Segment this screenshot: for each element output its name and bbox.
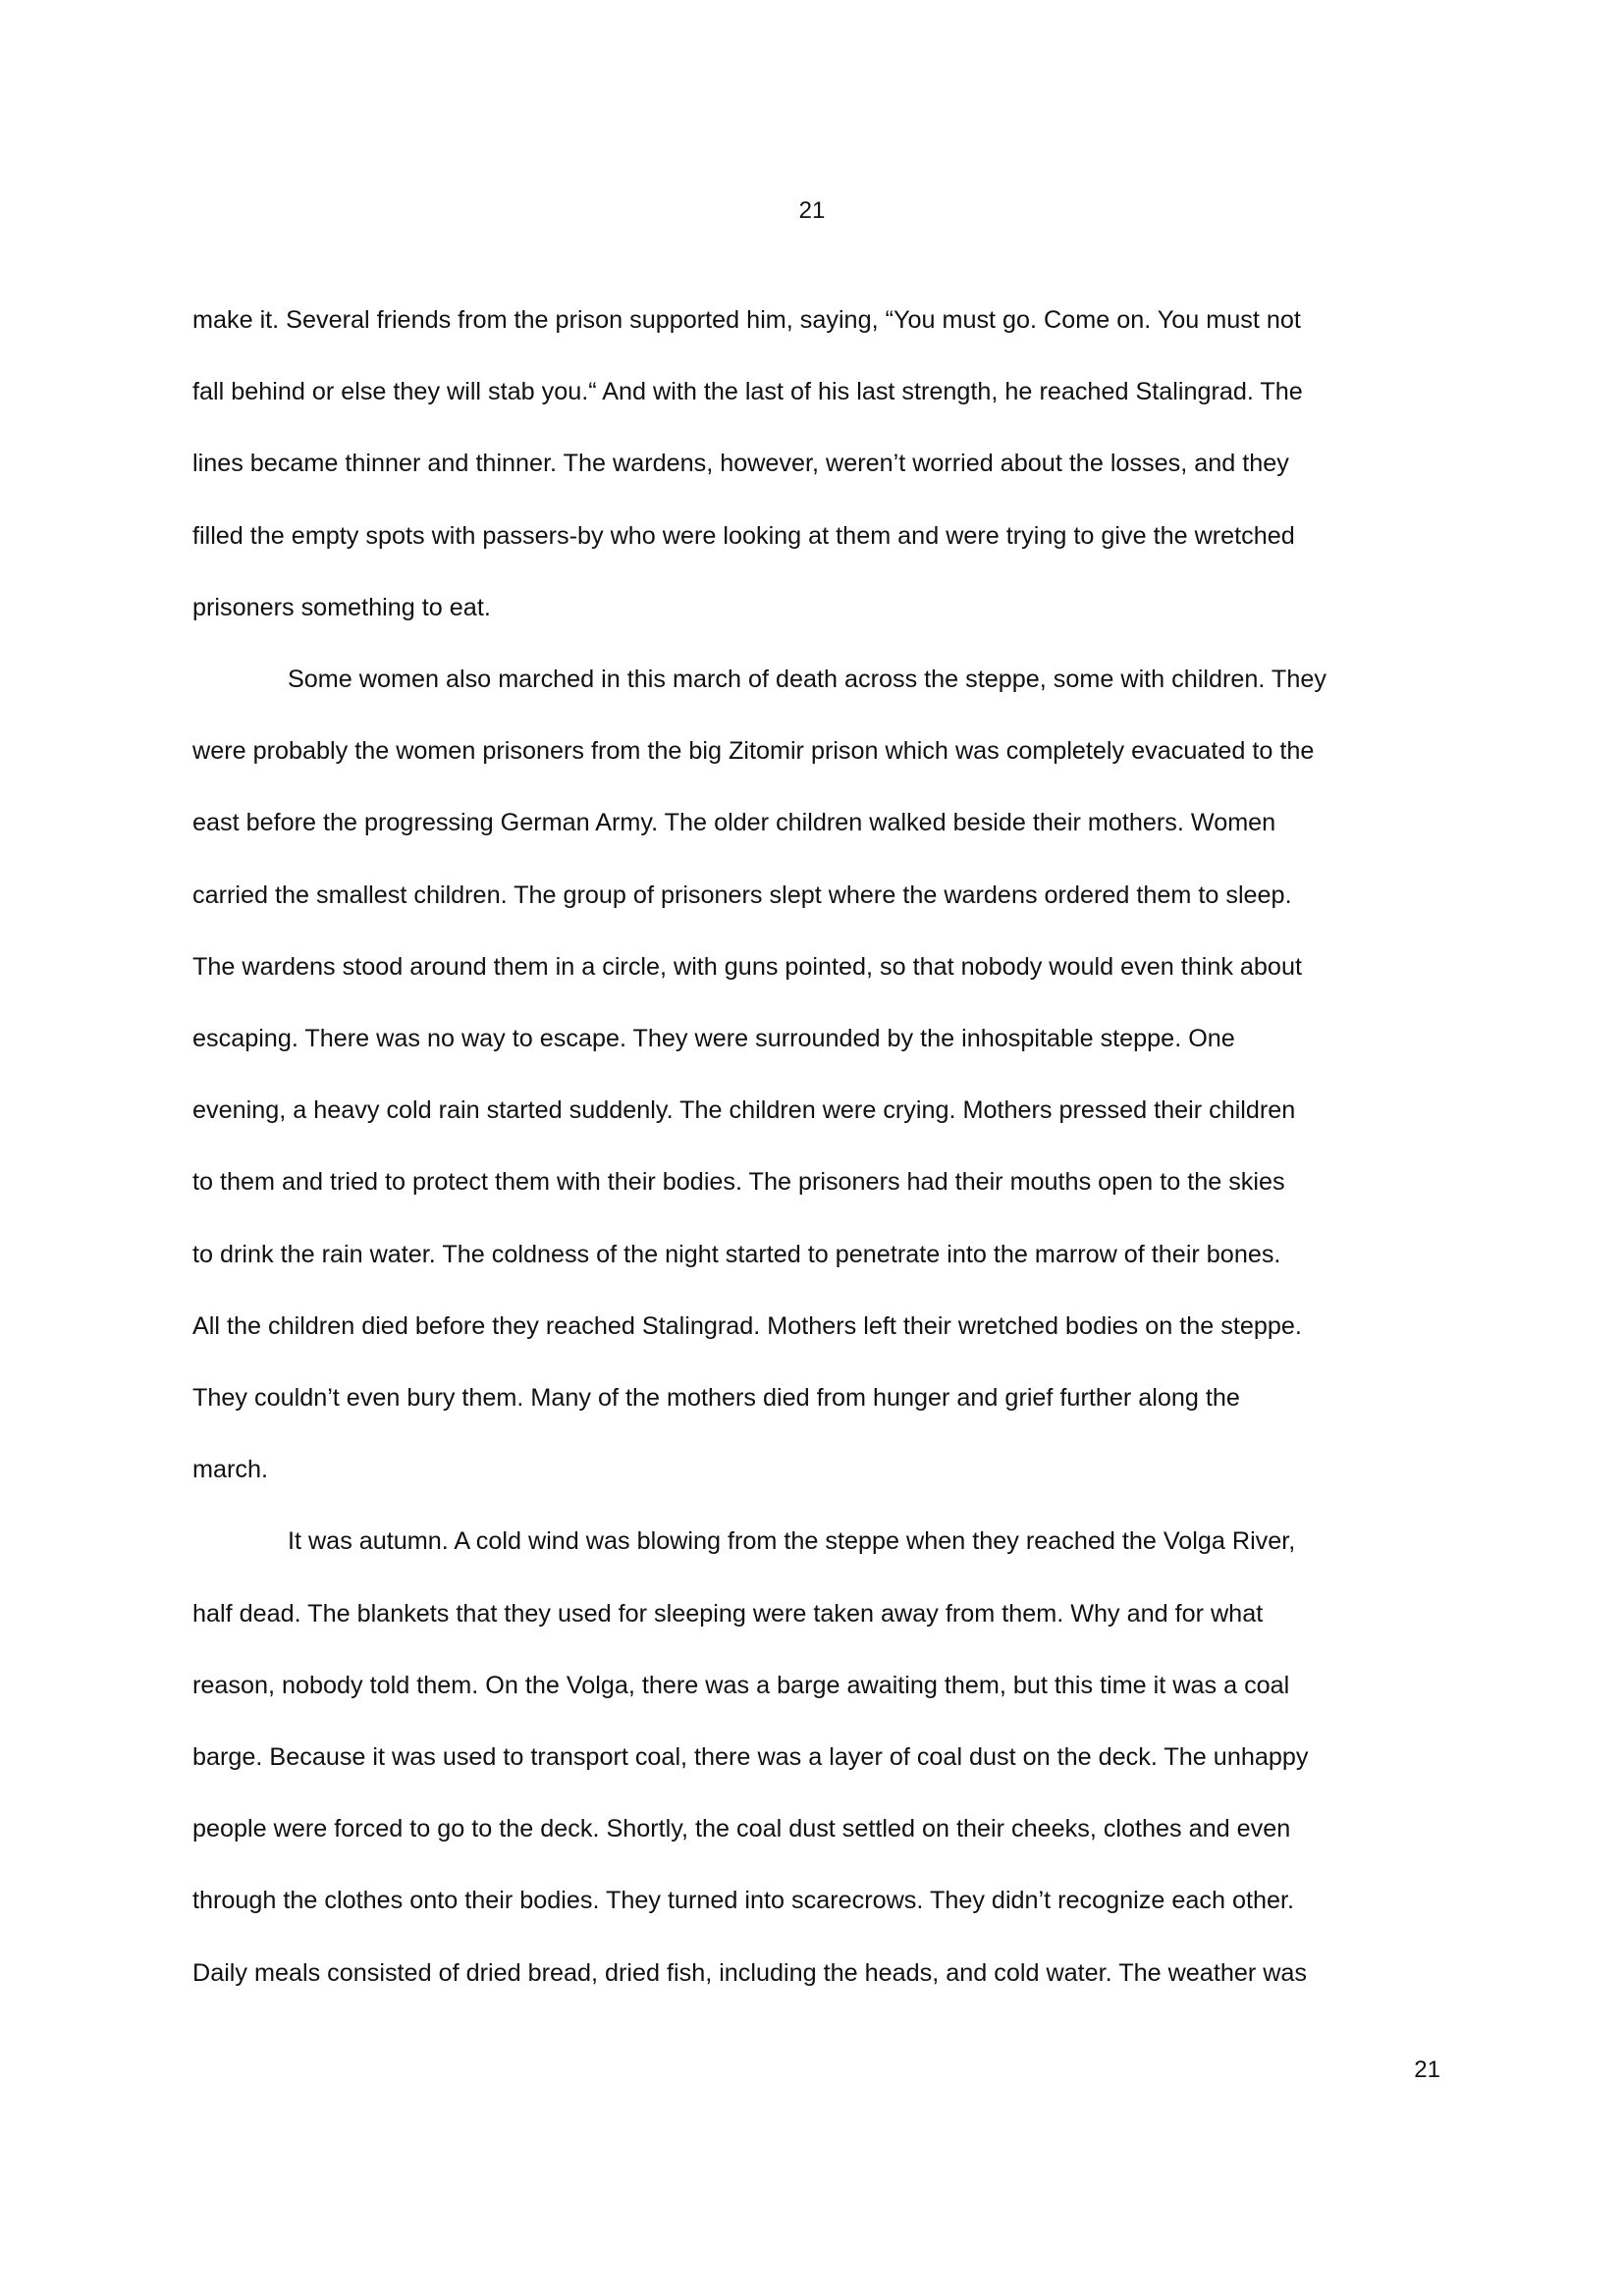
text-line: carried the smallest children. The group of prisoners slept where the wardens ordered them to sleep. [192,881,1292,909]
paragraph-3 [192,1506,1439,2008]
text-line: prisoners something to eat. [192,593,491,621]
page-number-bottom: 21 [1414,2056,1440,2083]
text-line: reason, nobody told them. On the Volga, there was a barge awaiting them, but this time it was a coal [192,1671,1290,1699]
text-line: to them and tried to protect them with their bodies. The prisoners had their mouths open to the skies [192,1168,1285,1197]
text-line: They couldn’t even bury them. Many of the mothers died from hunger and grief further along the [192,1384,1240,1413]
text-line: evening, a heavy cold rain started suddenly. The children were crying. Mothers pressed their children [192,1096,1296,1125]
paragraph-2 [192,644,1439,1506]
text-line: Some women also marched in this march of death across the steppe, some with children. They [288,666,1326,694]
text-line: escaping. There was no way to escape. They were surrounded by the inhospitable steppe. One [192,1025,1235,1053]
body-text [192,285,1439,2009]
text-line: It was autumn. A cold wind was blowing from the steppe when they reached the Volga River, [288,1527,1296,1556]
text-line: to drink the rain water. The coldness of the night started to penetrate into the marrow of their bones. [192,1240,1281,1268]
text-line: east before the progressing German Army. The older children walked beside their mothers. Women [192,809,1276,837]
text-line: half dead. The blankets that they used for sleeping were taken away from them. Why and for what [192,1599,1264,1628]
text-line: through the clothes onto their bodies. They turned into scarecrows. They didn’t recognize each other. [192,1887,1294,1915]
text-line: march. [192,1456,268,1484]
page-number-top: 21 [798,197,826,224]
text-line: barge. Because it was used to transport coal, there was a layer of coal dust on the deck. The unhappy [192,1743,1309,1772]
text-line: were probably the women prisoners from the big Zitomir prison which was completely evacuated to the [192,737,1315,766]
text-line: The wardens stood around them in a circle, with guns pointed, so that nobody would even think about [192,952,1302,981]
text-line: lines became thinner and thinner. The wardens, however, weren’t worried about the losses, and they [192,450,1289,478]
text-line: fall behind or else they will stab you.“ And with the last of his last strength, he reached Stalingrad. The [192,378,1303,406]
text-line: All the children died before they reached Stalingrad. Mothers left their wretched bodies on the steppe. [192,1311,1302,1340]
text-line: filled the empty spots with passers-by who were looking at them and were trying to give the wretched [192,521,1295,550]
paragraph-1 [192,285,1439,644]
text-line: make it. Several friends from the prison supported him, saying, “You must go. Come on. You must not [192,306,1301,334]
text-line: people were forced to go to the deck. Shortly, the coal dust settled on their cheeks, clothes and even [192,1815,1291,1843]
text-line: Daily meals consisted of dried bread, dried fish, including the heads, and cold water. The weather was [192,1958,1308,1987]
